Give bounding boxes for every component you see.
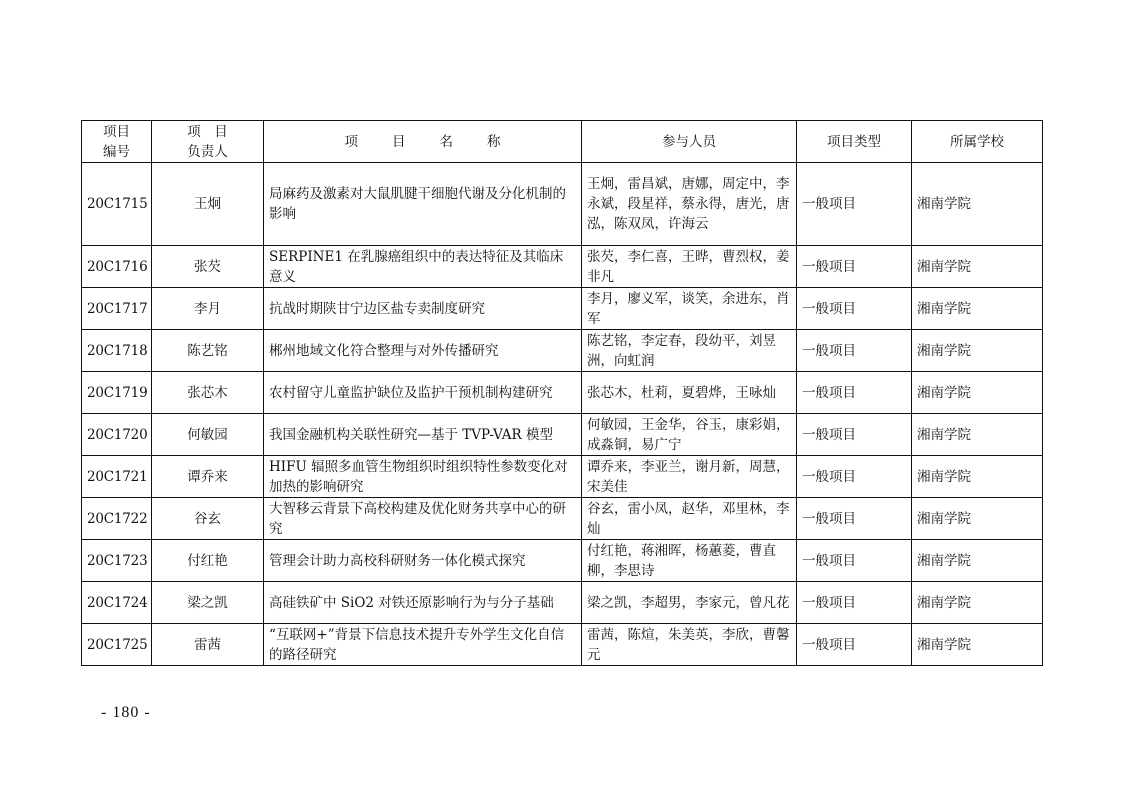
cell-project-name: 郴州地域文化符合整理与对外传播研究: [264, 330, 582, 372]
cell-school: 湘南学院: [912, 330, 1043, 372]
cell-project-lead: 谭乔来: [152, 456, 264, 498]
cell-school: 湘南学院: [912, 163, 1043, 246]
cell-project-name: “互联网+”背景下信息技术提升专外学生文化自信的路径研究: [264, 624, 582, 666]
cell-project-id: 20C1719: [82, 372, 152, 414]
cell-project-type: 一般项目: [797, 624, 912, 666]
cell-project-lead: 付红艳: [152, 540, 264, 582]
cell-members: 陈艺铭，李定春，段幼平，刘昱洲，向虹润: [582, 330, 797, 372]
cell-project-name: 大智移云背景下高校构建及优化财务共享中心的研究: [264, 498, 582, 540]
cell-project-lead: 张芯木: [152, 372, 264, 414]
header-project-type: 项目类型: [797, 121, 912, 163]
cell-school: 湘南学院: [912, 246, 1043, 288]
header-project-id: [82, 121, 152, 163]
cell-members: 梁之凯，李超男，李家元，曾凡花: [582, 582, 797, 624]
header-project-name-char: 目: [392, 133, 406, 150]
cell-project-lead: 何敏园: [152, 414, 264, 456]
cell-project-name: SERPINE1 在乳腺癌组织中的表达特征及其临床意义: [264, 246, 582, 288]
cell-project-type: 一般项目: [797, 288, 912, 330]
header-project-name: [264, 121, 582, 163]
header-members: 参与人员: [582, 121, 797, 163]
cell-project-id: 20C1723: [82, 540, 152, 582]
header-project-name-char: 项: [344, 133, 358, 150]
table-row: [82, 414, 1043, 456]
cell-school: 湘南学院: [912, 582, 1043, 624]
cell-members: 付红艳，蒋湘晖，杨蕙菱，曹直柳，李思诗: [582, 540, 797, 582]
cell-project-lead: 雷茜: [152, 624, 264, 666]
cell-project-id: 20C1715: [82, 163, 152, 246]
cell-project-name: 我国金融机构关联性研究—基于 TVP-VAR 模型: [264, 414, 582, 456]
cell-members: 谷玄，雷小凤，赵华，邓里林，李灿: [582, 498, 797, 540]
cell-members: 何敏园，王金华，谷玉，康彩娟，成淼铜，易广宁: [582, 414, 797, 456]
cell-school: 湘南学院: [912, 288, 1043, 330]
cell-school: 湘南学院: [912, 498, 1043, 540]
table-row: [82, 330, 1043, 372]
cell-school: 湘南学院: [912, 540, 1043, 582]
cell-project-type: 一般项目: [797, 372, 912, 414]
cell-project-name: 农村留守儿童监护缺位及监护干预机制构建研究: [264, 372, 582, 414]
cell-project-id: 20C1721: [82, 456, 152, 498]
page-number: - 180 -: [101, 704, 151, 721]
header-project-id-line2: 编号: [103, 143, 130, 160]
cell-project-id: 20C1717: [82, 288, 152, 330]
cell-project-name: 高硅铁矿中 SiO2 对铁还原影响行为与分子基础: [264, 582, 582, 624]
header-project-name-char: 名: [439, 133, 453, 150]
cell-project-type: 一般项目: [797, 582, 912, 624]
cell-project-type: 一般项目: [797, 163, 912, 246]
cell-members: 张芡，李仁喜，王晔，曹烈权，姜非凡: [582, 246, 797, 288]
table-row: [82, 163, 1043, 246]
table-header-row: [82, 121, 1043, 163]
table-row: [82, 372, 1043, 414]
cell-project-type: 一般项目: [797, 330, 912, 372]
header-school: 所属学校: [912, 121, 1043, 163]
cell-project-lead: 梁之凯: [152, 582, 264, 624]
cell-project-id: 20C1724: [82, 582, 152, 624]
cell-project-lead: 陈艺铭: [152, 330, 264, 372]
cell-project-type: 一般项目: [797, 246, 912, 288]
cell-project-type: 一般项目: [797, 414, 912, 456]
cell-project-name: 管理会计助力高校科研财务一体化模式探究: [264, 540, 582, 582]
cell-project-lead: 张芡: [152, 246, 264, 288]
cell-project-id: 20C1718: [82, 330, 152, 372]
cell-school: 湘南学院: [912, 372, 1043, 414]
cell-project-lead: 李月: [152, 288, 264, 330]
cell-members: 张芯木，杜莉，夏碧烨，王咏灿: [582, 372, 797, 414]
cell-project-id: 20C1722: [82, 498, 152, 540]
header-project-lead-line1: 项 目: [187, 123, 228, 140]
table-row: [82, 540, 1043, 582]
cell-project-id: 20C1720: [82, 414, 152, 456]
cell-project-lead: 王炯: [152, 163, 264, 246]
cell-school: 湘南学院: [912, 624, 1043, 666]
header-project-lead-line2: 负责人: [187, 143, 228, 160]
cell-school: 湘南学院: [912, 456, 1043, 498]
cell-project-id: 20C1725: [82, 624, 152, 666]
table-row: [82, 288, 1043, 330]
table-row: [82, 246, 1043, 288]
header-project-lead: [152, 121, 264, 163]
table-row: [82, 582, 1043, 624]
table-row: [82, 456, 1043, 498]
project-table: [81, 120, 1043, 666]
cell-project-lead: 谷玄: [152, 498, 264, 540]
cell-members: 王炯，雷昌斌，唐娜，周定中，李永斌，段星祥，蔡永得，唐光，唐泓，陈双凤，许海云: [582, 163, 797, 246]
cell-project-id: 20C1716: [82, 246, 152, 288]
cell-members: 谭乔来，李亚兰，谢月新，周慧，宋美佳: [582, 456, 797, 498]
cell-project-type: 一般项目: [797, 540, 912, 582]
table-row: [82, 498, 1043, 540]
table-row: [82, 624, 1043, 666]
cell-school: 湘南学院: [912, 414, 1043, 456]
cell-members: 李月，廖义军，谈笑，余进东，肖军: [582, 288, 797, 330]
header-project-name-char: 称: [487, 133, 501, 150]
cell-project-type: 一般项目: [797, 456, 912, 498]
cell-members: 雷茜，陈煊，朱美英，李欣，曹馨元: [582, 624, 797, 666]
cell-project-name: HIFU 辐照多血管生物组织时组织特性参数变化对加热的影响研究: [264, 456, 582, 498]
cell-project-name: 抗战时期陕甘宁边区盐专卖制度研究: [264, 288, 582, 330]
cell-project-name: 局麻药及激素对大鼠肌腱干细胞代谢及分化机制的影响: [264, 163, 582, 246]
cell-project-type: 一般项目: [797, 498, 912, 540]
header-project-id-line1: 项目: [103, 123, 130, 140]
